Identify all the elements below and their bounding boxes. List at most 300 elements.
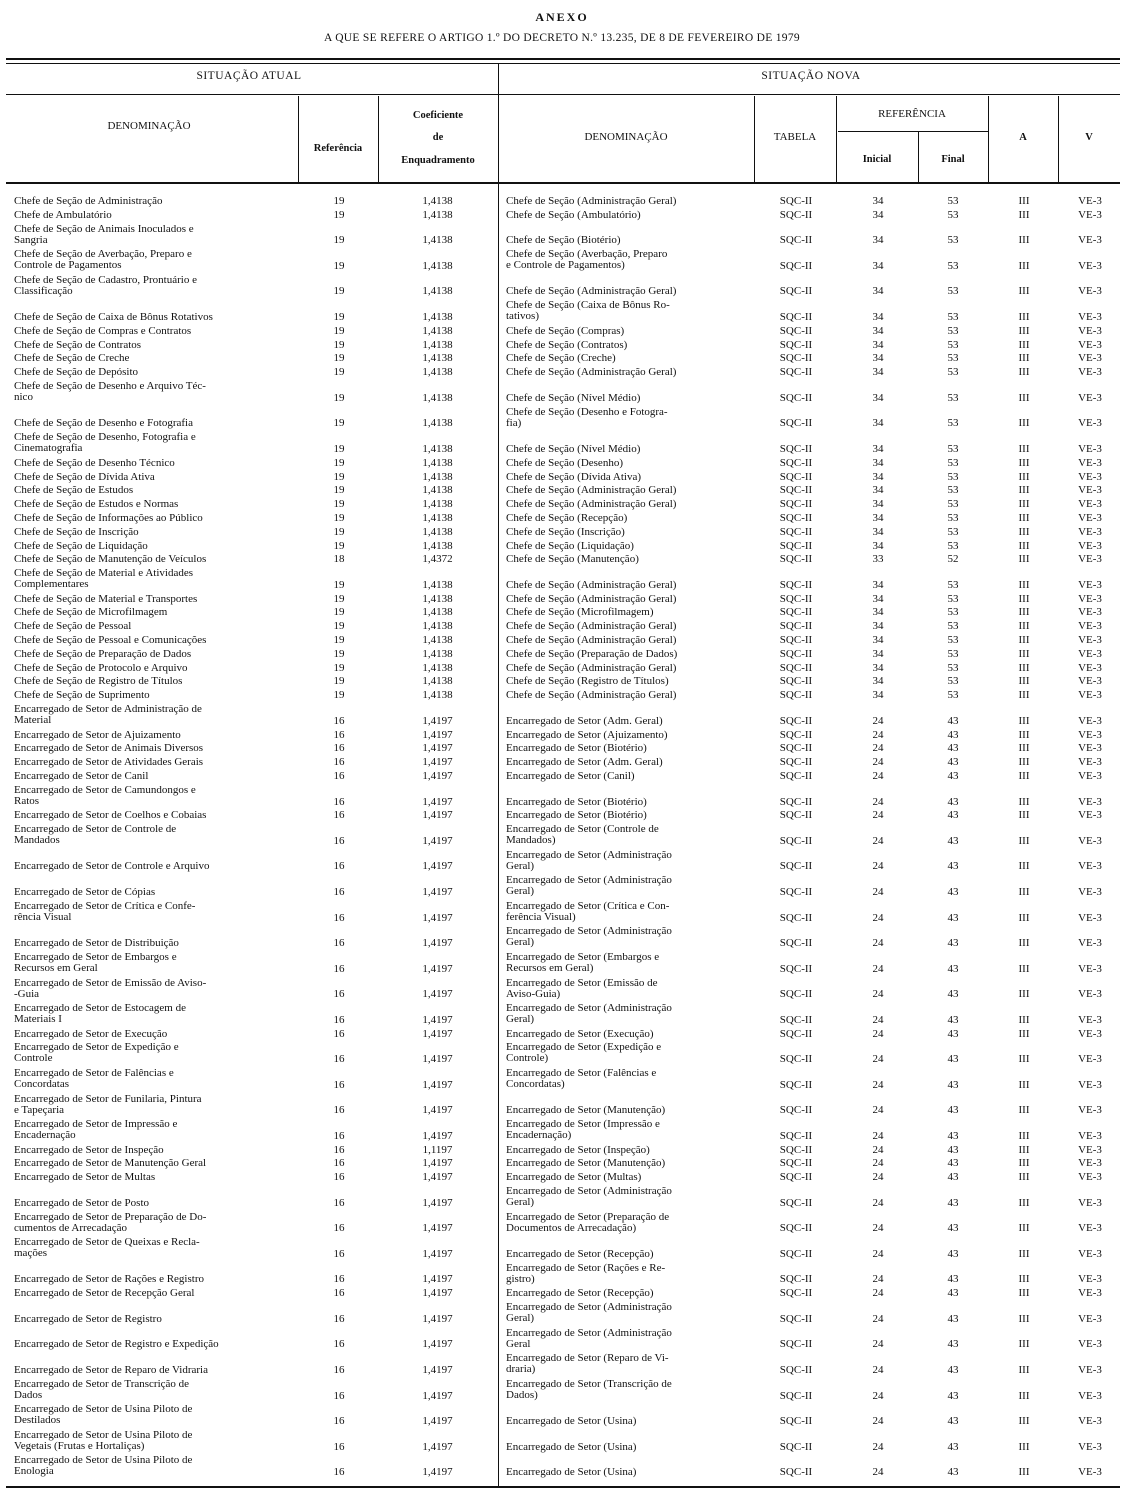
cell-nova-denominacao: Encarregado de Setor (Administração Geral) xyxy=(506,1185,672,1208)
cell-nova-denominacao: Chefe de Seção (Dívida Ativa) xyxy=(506,470,642,483)
cell-coluna-v: VE-3 xyxy=(1078,860,1102,873)
cell-ref-final: 53 xyxy=(947,647,959,660)
cell-coluna-a: III xyxy=(1018,234,1030,247)
cell-ref-final: 43 xyxy=(947,1171,959,1184)
cell-tabela: SQC-II xyxy=(779,1389,813,1402)
table-row xyxy=(0,367,1124,381)
table-row xyxy=(0,407,1124,433)
cell-denominacao: Chefe de Seção de Desenho e Arquivo Téc- nico xyxy=(14,380,206,403)
cell-ref-final: 43 xyxy=(947,742,959,755)
cell-tabela: SQC-II xyxy=(779,1466,813,1479)
table-row xyxy=(0,635,1124,649)
cell-coluna-a: III xyxy=(1018,689,1030,702)
table-row xyxy=(0,824,1124,850)
cell-coeficiente: 1,4138 xyxy=(422,442,453,455)
cell-ref-inicial: 24 xyxy=(872,1027,884,1040)
table-row xyxy=(0,541,1124,555)
cell-referencia: 19 xyxy=(333,417,345,430)
cell-tabela: SQC-II xyxy=(779,417,813,430)
cell-referencia: 19 xyxy=(333,442,345,455)
table-row xyxy=(0,381,1124,407)
cell-ref-final: 53 xyxy=(947,311,959,324)
cell-tabela: SQC-II xyxy=(779,208,813,221)
col-nova-denominacao: DENOMINAÇÃO xyxy=(584,131,668,143)
cell-ref-final: 53 xyxy=(947,592,959,605)
cell-coluna-v: VE-3 xyxy=(1078,620,1102,633)
cell-coluna-v: VE-3 xyxy=(1078,661,1102,674)
table-row xyxy=(0,300,1124,326)
cell-ref-inicial: 24 xyxy=(872,988,884,1001)
cell-nova-denominacao: Chefe de Seção (Administração Geral) xyxy=(506,620,677,633)
cell-ref-inicial: 34 xyxy=(872,689,884,702)
table-row xyxy=(0,499,1124,513)
cell-coluna-v: VE-3 xyxy=(1078,578,1102,591)
cell-denominacao: Chefe de Seção de Registro de Títulos xyxy=(14,675,183,688)
cell-coeficiente: 1,4197 xyxy=(422,1440,453,1453)
cell-ref-final: 53 xyxy=(947,208,959,221)
cell-coeficiente: 1,4138 xyxy=(422,592,453,605)
table-row xyxy=(0,340,1124,354)
cell-coluna-a: III xyxy=(1018,391,1030,404)
table-row xyxy=(0,432,1124,458)
cell-tabela: SQC-II xyxy=(779,592,813,605)
cell-referencia: 16 xyxy=(333,911,345,924)
cell-coluna-v: VE-3 xyxy=(1078,366,1102,379)
cell-tabela: SQC-II xyxy=(779,442,813,455)
cell-tabela: SQC-II xyxy=(779,1440,813,1453)
cell-nova-denominacao: Chefe de Seção (Administração Geral) xyxy=(506,634,677,646)
cell-coeficiente: 1,4197 xyxy=(422,1247,453,1260)
cell-ref-final: 43 xyxy=(947,1466,959,1479)
cell-coluna-v: VE-3 xyxy=(1078,1196,1102,1209)
col-a: A xyxy=(1019,132,1027,143)
cell-tabela: SQC-II xyxy=(779,606,813,619)
cell-nova-denominacao: Chefe de Seção (Inscrição) xyxy=(506,525,625,538)
ref-subheader-rule xyxy=(838,131,988,132)
document-subtitle: A QUE SE REFERE O ARTIGO 1.º DO DECRETO N.º 13.235, DE 8 DE FEVEREIRO DE 1979 xyxy=(324,32,800,44)
cell-tabela: SQC-II xyxy=(779,809,813,822)
cell-coluna-v: VE-3 xyxy=(1078,1129,1102,1142)
cell-coeficiente: 1,4138 xyxy=(422,259,453,272)
cell-nova-denominacao: Chefe de Seção (Nível Médio) xyxy=(506,442,641,455)
cell-nova-denominacao: Chefe de Seção (Administração Geral) xyxy=(506,498,677,511)
cell-tabela: SQC-II xyxy=(779,285,813,298)
cell-tabela: SQC-II xyxy=(779,634,813,646)
cell-nova-denominacao: Encarregado de Setor (Administração Geral) xyxy=(506,1301,672,1325)
cell-referencia: 19 xyxy=(333,620,345,633)
col-coef-1: Coeficiente xyxy=(412,110,464,121)
cell-ref-inicial: 34 xyxy=(872,311,884,324)
cell-ref-inicial: 24 xyxy=(872,1389,884,1402)
cell-coluna-a: III xyxy=(1018,1247,1030,1260)
cell-ref-final: 43 xyxy=(947,1338,959,1351)
cell-coluna-v: VE-3 xyxy=(1078,742,1102,755)
document-title: ANEXO xyxy=(535,10,589,24)
cell-ref-final: 43 xyxy=(947,1312,959,1325)
cell-ref-inicial: 34 xyxy=(872,366,884,379)
cell-ref-final: 53 xyxy=(947,539,959,552)
cell-tabela: SQC-II xyxy=(779,352,813,365)
cell-coeficiente: 1,4138 xyxy=(422,285,453,298)
cell-coluna-a: III xyxy=(1018,675,1030,688)
cell-coluna-a: III xyxy=(1018,578,1030,591)
cell-tabela: SQC-II xyxy=(779,860,813,873)
cell-ref-inicial: 34 xyxy=(872,592,884,605)
cell-ref-final: 43 xyxy=(947,1287,959,1300)
cell-denominacao: Chefe de Seção de Informações ao Público xyxy=(14,511,203,524)
cell-referencia: 16 xyxy=(333,1466,345,1479)
table-row xyxy=(0,1094,1124,1120)
cell-tabela: SQC-II xyxy=(779,675,813,688)
cell-ref-inicial: 24 xyxy=(872,1053,884,1066)
cell-coluna-a: III xyxy=(1018,937,1030,950)
cell-coeficiente: 1,4197 xyxy=(422,962,453,975)
cell-coluna-v: VE-3 xyxy=(1078,1312,1102,1325)
cell-denominacao: Chefe de Seção de Desenho Técnico xyxy=(14,456,175,469)
cell-coeficiente: 1,4197 xyxy=(422,714,453,727)
cell-denominacao: Encarregado de Setor de Inspeção xyxy=(14,1143,164,1156)
cell-nova-denominacao: Chefe de Seção (Contratos) xyxy=(506,338,628,351)
cell-tabela: SQC-II xyxy=(779,1415,813,1428)
cell-denominacao: Chefe de Seção de Liquidação xyxy=(14,539,148,552)
cell-ref-final: 43 xyxy=(947,962,959,975)
cell-coluna-v: VE-3 xyxy=(1078,311,1102,324)
cell-nova-denominacao: Encarregado de Setor (Administração Geral) xyxy=(506,925,672,949)
cell-nova-denominacao: Encarregado de Setor (Administração Geral) xyxy=(506,848,672,872)
cell-denominacao: Chefe de Seção de Manutenção de Veículos xyxy=(14,553,207,566)
cell-tabela: SQC-II xyxy=(779,324,813,337)
cell-ref-inicial: 24 xyxy=(872,1287,884,1300)
cell-ref-inicial: 24 xyxy=(872,1415,884,1428)
table-row xyxy=(0,1158,1124,1172)
cell-nova-denominacao: Encarregado de Setor (Recepção) xyxy=(506,1247,654,1260)
cell-coeficiente: 1,4138 xyxy=(422,324,453,337)
table-row xyxy=(0,1119,1124,1145)
cell-denominacao: Encarregado de Setor de Preparação de Do- cumentos de Arrecadação xyxy=(14,1210,207,1234)
cell-coluna-a: III xyxy=(1018,1129,1030,1142)
cell-coluna-a: III xyxy=(1018,259,1030,272)
cell-denominacao: Encarregado de Setor de Manutenção Geral xyxy=(14,1157,207,1170)
table-row xyxy=(0,785,1124,811)
cell-referencia: 16 xyxy=(333,1222,345,1235)
cell-denominacao: Encarregado de Setor de Registro e Expedição xyxy=(14,1338,219,1351)
cell-nova-denominacao: Chefe de Seção (Administração Geral) xyxy=(506,195,677,207)
cell-ref-final: 53 xyxy=(947,285,959,298)
table-row xyxy=(0,1302,1124,1328)
cell-coeficiente: 1,4197 xyxy=(422,1013,453,1026)
cell-ref-final: 43 xyxy=(947,1157,959,1170)
cell-tabela: SQC-II xyxy=(779,578,813,591)
cell-coluna-a: III xyxy=(1018,795,1030,808)
cell-denominacao: Encarregado de Setor de Impressão e Encadernação xyxy=(14,1118,178,1142)
cell-denominacao: Chefe de Seção de Material e Atividades Complementares xyxy=(14,567,193,591)
table-row xyxy=(0,1029,1124,1043)
cell-coeficiente: 1,4197 xyxy=(422,988,453,1001)
cell-coeficiente: 1,4197 xyxy=(422,809,453,822)
section-nova: SITUAÇÃO NOVA xyxy=(761,70,861,82)
cell-referencia: 16 xyxy=(333,885,345,898)
cell-denominacao: Encarregado de Setor de Registro xyxy=(14,1312,162,1325)
table-row xyxy=(0,249,1124,275)
cell-denominacao: Chefe de Ambulatório xyxy=(14,208,112,221)
cell-denominacao: Chefe de Seção de Microfilmagem xyxy=(14,606,168,619)
cell-coluna-a: III xyxy=(1018,1389,1030,1402)
cell-coluna-a: III xyxy=(1018,539,1030,552)
cell-ref-final: 53 xyxy=(947,470,959,483)
cell-nova-denominacao: Chefe de Seção (Registro de Títulos) xyxy=(506,675,669,688)
cell-ref-inicial: 34 xyxy=(872,661,884,674)
cell-ref-final: 53 xyxy=(947,661,959,674)
cell-denominacao: Encarregado de Setor de Canil xyxy=(14,770,149,782)
cell-coeficiente: 1,4138 xyxy=(422,208,453,221)
cell-denominacao: Encarregado de Setor de Controle de Mandados xyxy=(14,823,177,847)
cell-referencia: 16 xyxy=(333,728,345,741)
cell-nova-denominacao: Chefe de Seção (Averbação, Preparo e Controle de Pagamentos) xyxy=(506,248,668,272)
cell-ref-inicial: 34 xyxy=(872,525,884,538)
cell-ref-inicial: 24 xyxy=(872,1440,884,1453)
cell-coluna-v: VE-3 xyxy=(1078,456,1102,469)
cell-coluna-v: VE-3 xyxy=(1078,728,1102,741)
cell-nova-denominacao: Encarregado de Setor (Transcrição de Dados) xyxy=(506,1377,672,1401)
cell-denominacao: Chefe de Seção de Animais Inoculados e Sangria xyxy=(14,222,194,246)
col-v: V xyxy=(1085,132,1093,143)
cell-ref-inicial: 24 xyxy=(872,1143,884,1156)
cell-coluna-a: III xyxy=(1018,456,1030,469)
table-row xyxy=(0,210,1124,224)
table-row xyxy=(0,1003,1124,1029)
cell-nova-denominacao: Chefe de Seção (Manutenção) xyxy=(506,553,639,566)
cell-tabela: SQC-II xyxy=(779,1104,813,1117)
cell-coluna-v: VE-3 xyxy=(1078,1013,1102,1026)
cell-denominacao: Chefe de Seção de Desenho, Fotografia e Cinematografia xyxy=(14,431,196,455)
cell-coluna-v: VE-3 xyxy=(1078,834,1102,847)
table-row xyxy=(0,676,1124,690)
cell-tabela: SQC-II xyxy=(779,1338,813,1351)
cell-coluna-v: VE-3 xyxy=(1078,1466,1102,1479)
cell-coluna-a: III xyxy=(1018,1338,1030,1351)
table-row xyxy=(0,326,1124,340)
table-row xyxy=(0,1186,1124,1212)
cell-nova-denominacao: Encarregado de Setor (Biotério) xyxy=(506,795,647,808)
cell-referencia: 19 xyxy=(333,470,345,483)
cell-coluna-a: III xyxy=(1018,1440,1030,1453)
cell-nova-denominacao: Encarregado de Setor (Recepção) xyxy=(506,1287,654,1300)
cell-ref-inicial: 24 xyxy=(872,1312,884,1325)
cell-coluna-v: VE-3 xyxy=(1078,484,1102,497)
cell-nova-denominacao: Encarregado de Setor (Execução) xyxy=(506,1027,654,1040)
cell-denominacao: Encarregado de Setor de Usina Piloto de Vegetais (Frutas e Hortaliças) xyxy=(14,1428,193,1452)
cell-denominacao: Encarregado de Setor de Usina Piloto de Enologia xyxy=(14,1454,193,1478)
cell-ref-inicial: 34 xyxy=(872,511,884,524)
cell-tabela: SQC-II xyxy=(779,756,813,769)
cell-referencia: 16 xyxy=(333,1104,345,1117)
cell-tabela: SQC-II xyxy=(779,911,813,924)
cell-coluna-v: VE-3 xyxy=(1078,1247,1102,1260)
cell-coeficiente: 1,4197 xyxy=(422,1363,453,1376)
cell-ref-inicial: 34 xyxy=(872,456,884,469)
cell-coluna-v: VE-3 xyxy=(1078,525,1102,538)
table-row xyxy=(0,353,1124,367)
cell-tabela: SQC-II xyxy=(779,647,813,660)
top-double-rule-2 xyxy=(6,63,1120,64)
cell-coeficiente: 1,4138 xyxy=(422,311,453,324)
cell-denominacao: Encarregado de Setor de Transcrição de Dados xyxy=(14,1377,190,1401)
cell-denominacao: Encarregado de Setor de Embargos e Recursos em Geral xyxy=(14,950,177,974)
table-row xyxy=(0,1328,1124,1354)
cell-tabela: SQC-II xyxy=(779,1247,813,1260)
cell-coluna-a: III xyxy=(1018,714,1030,727)
cell-coluna-a: III xyxy=(1018,885,1030,898)
cell-coluna-v: VE-3 xyxy=(1078,470,1102,483)
cell-nova-denominacao: Encarregado de Setor (Impressão e Encadernação) xyxy=(506,1118,660,1142)
cell-referencia: 19 xyxy=(333,234,345,247)
cell-referencia: 19 xyxy=(333,324,345,337)
cell-ref-final: 43 xyxy=(947,1143,959,1156)
cell-referencia: 16 xyxy=(333,770,345,782)
cell-ref-inicial: 24 xyxy=(872,937,884,950)
cell-ref-final: 43 xyxy=(947,1027,959,1040)
cell-coluna-a: III xyxy=(1018,352,1030,365)
cell-coluna-a: III xyxy=(1018,1222,1030,1235)
cell-coluna-v: VE-3 xyxy=(1078,1143,1102,1156)
table-row xyxy=(0,730,1124,744)
cell-tabela: SQC-II xyxy=(779,195,813,207)
table-row xyxy=(0,224,1124,250)
cell-nova-denominacao: Encarregado de Setor (Administração Geral xyxy=(506,1326,672,1350)
table-row xyxy=(0,621,1124,635)
top-double-rule-1 xyxy=(6,58,1120,60)
cell-coeficiente: 1,4138 xyxy=(422,647,453,660)
cell-ref-final: 53 xyxy=(947,259,959,272)
cell-nova-denominacao: Chefe de Seção (Preparação de Dados) xyxy=(506,647,678,660)
cell-coluna-v: VE-3 xyxy=(1078,391,1102,404)
cell-coluna-v: VE-3 xyxy=(1078,592,1102,605)
cell-referencia: 16 xyxy=(333,1013,345,1026)
table-row xyxy=(0,607,1124,621)
cell-coluna-v: VE-3 xyxy=(1078,795,1102,808)
cell-nova-denominacao: Chefe de Seção (Administração Geral) xyxy=(506,592,677,605)
cell-coeficiente: 1,4138 xyxy=(422,498,453,511)
table-row xyxy=(0,926,1124,952)
cell-coluna-a: III xyxy=(1018,1053,1030,1066)
cell-coluna-a: III xyxy=(1018,208,1030,221)
table-body xyxy=(0,196,1124,1486)
cell-referencia: 19 xyxy=(333,285,345,298)
cell-denominacao: Chefe de Seção de Cadastro, Prontuário e Classificação xyxy=(14,273,197,297)
cell-coeficiente: 1,4372 xyxy=(422,553,453,566)
cell-tabela: SQC-II xyxy=(779,1027,813,1040)
cell-tabela: SQC-II xyxy=(779,1312,813,1325)
cell-coluna-v: VE-3 xyxy=(1078,338,1102,351)
table-row xyxy=(0,690,1124,704)
cell-tabela: SQC-II xyxy=(779,714,813,727)
cell-ref-final: 43 xyxy=(947,1389,959,1402)
cell-denominacao: Encarregado de Setor de Expedição e Controle xyxy=(14,1041,179,1065)
cell-coluna-a: III xyxy=(1018,860,1030,873)
cell-coeficiente: 1,4197 xyxy=(422,1338,453,1351)
cell-coeficiente: 1,4197 xyxy=(422,742,453,755)
cell-ref-inicial: 24 xyxy=(872,1129,884,1142)
table-row xyxy=(0,704,1124,730)
table-row xyxy=(0,1145,1124,1159)
cell-nova-denominacao: Chefe de Seção (Desenho e Fotogra- fia) xyxy=(506,405,668,429)
cell-tabela: SQC-II xyxy=(779,937,813,950)
cell-tabela: SQC-II xyxy=(779,470,813,483)
cell-coluna-a: III xyxy=(1018,988,1030,1001)
cell-coeficiente: 1,4138 xyxy=(422,634,453,646)
cell-referencia: 19 xyxy=(333,675,345,688)
cell-coluna-a: III xyxy=(1018,553,1030,566)
cell-coluna-v: VE-3 xyxy=(1078,937,1102,950)
cell-ref-inicial: 34 xyxy=(872,391,884,404)
cell-coluna-v: VE-3 xyxy=(1078,675,1102,688)
cell-referencia: 19 xyxy=(333,338,345,351)
cell-tabela: SQC-II xyxy=(779,1196,813,1209)
cell-ref-final: 43 xyxy=(947,911,959,924)
cell-coluna-v: VE-3 xyxy=(1078,285,1102,298)
cell-nova-denominacao: Chefe de Seção (Administração Geral) xyxy=(506,285,677,298)
cell-coluna-a: III xyxy=(1018,470,1030,483)
cell-coluna-a: III xyxy=(1018,1466,1030,1479)
cell-ref-inicial: 24 xyxy=(872,1078,884,1091)
cell-tabela: SQC-II xyxy=(779,391,813,404)
cell-denominacao: Chefe de Seção de Desenho e Fotografia xyxy=(14,417,193,430)
cell-referencia: 19 xyxy=(333,511,345,524)
cell-coeficiente: 1,4197 xyxy=(422,1389,453,1402)
cell-ref-final: 43 xyxy=(947,809,959,822)
cell-coluna-v: VE-3 xyxy=(1078,498,1102,511)
cell-referencia: 16 xyxy=(333,1415,345,1428)
cell-denominacao: Chefe de Seção de Material e Transportes xyxy=(14,592,198,605)
cell-coluna-a: III xyxy=(1018,809,1030,822)
cell-denominacao: Encarregado de Setor de Ajuizamento xyxy=(14,728,181,741)
cell-coluna-v: VE-3 xyxy=(1078,195,1102,207)
cell-referencia: 16 xyxy=(333,1157,345,1170)
cell-ref-final: 43 xyxy=(947,795,959,808)
cell-denominacao: Chefe de Seção de Compras e Contratos xyxy=(14,324,192,337)
cell-ref-final: 43 xyxy=(947,937,959,950)
cell-ref-final: 43 xyxy=(947,1222,959,1235)
cell-nova-denominacao: Encarregado de Setor (Biotério) xyxy=(506,742,647,755)
cell-denominacao: Encarregado de Setor de Coelhos e Cobaias xyxy=(14,809,207,822)
table-row xyxy=(0,1068,1124,1094)
cell-coeficiente: 1,4197 xyxy=(422,1287,453,1300)
cell-referencia: 16 xyxy=(333,1027,345,1040)
cell-tabela: SQC-II xyxy=(779,962,813,975)
table-row xyxy=(0,594,1124,608)
cell-denominacao: Chefe de Seção de Suprimento xyxy=(14,689,150,702)
table-row xyxy=(0,1379,1124,1405)
cell-nova-denominacao: Chefe de Seção (Microfilmagem) xyxy=(506,606,654,619)
table-row xyxy=(0,649,1124,663)
cell-denominacao: Encarregado de Setor de Rações e Registro xyxy=(14,1273,204,1286)
col-referencia-nova: REFERÊNCIA xyxy=(878,108,946,120)
table-row xyxy=(0,1237,1124,1263)
cell-coeficiente: 1,4197 xyxy=(422,795,453,808)
cell-coluna-a: III xyxy=(1018,417,1030,430)
cell-ref-final: 53 xyxy=(947,634,959,646)
table-row xyxy=(0,875,1124,901)
table-row xyxy=(0,978,1124,1004)
cell-ref-inicial: 34 xyxy=(872,470,884,483)
cell-referencia: 19 xyxy=(333,661,345,674)
cell-coluna-a: III xyxy=(1018,442,1030,455)
cell-coluna-v: VE-3 xyxy=(1078,1415,1102,1428)
cell-ref-final: 53 xyxy=(947,511,959,524)
cell-coeficiente: 1,4197 xyxy=(422,1078,453,1091)
cell-referencia: 16 xyxy=(333,1389,345,1402)
cell-referencia: 19 xyxy=(333,366,345,379)
